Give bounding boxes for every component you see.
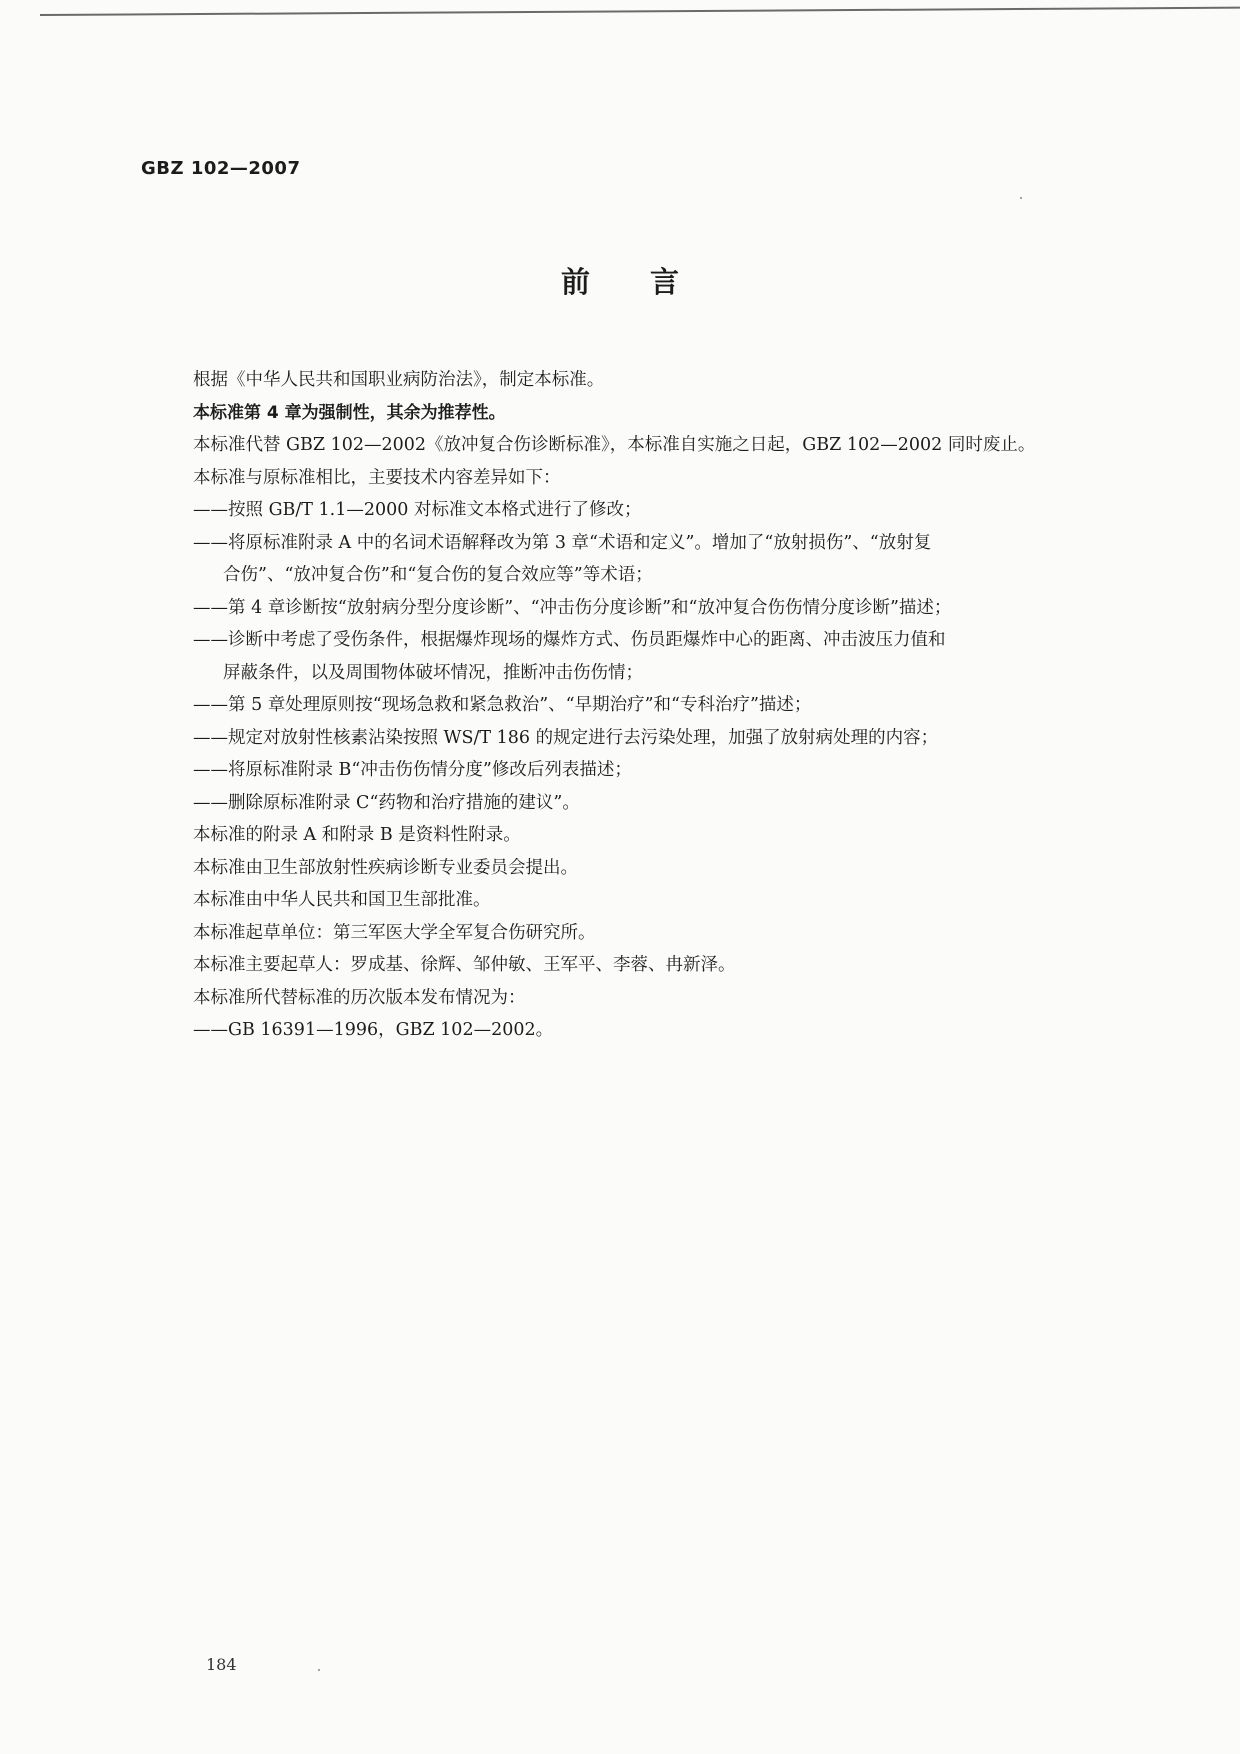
paragraph-differences-intro: 本标准与原标准相比，主要技术内容差异如下：	[193, 467, 561, 488]
paragraph-drafters: 本标准主要起草人：罗成基、徐辉、邹仲敏、王军平、李蓉、冉新泽。	[193, 955, 736, 975]
scan-speck	[1020, 197, 1022, 199]
paragraph-history-intro: 本标准所代替标准的历次版本发布情况为：	[193, 987, 526, 1008]
paragraph-replacement: 本标准代替 GBZ 102—2002《放冲复合伤诊断标准》，本标准自实施之日起，GBZ 102—2002 同时废止。	[193, 435, 1036, 455]
paragraph-history-versions: ——GB 16391—1996，GBZ 102—2002。	[193, 1020, 554, 1040]
page-number: 184	[206, 1655, 237, 1674]
list-item: ——规定对放射性核素沾染按照 WS/T 186 的规定进行去污染处理，加强了放射病处理的内容；	[193, 727, 939, 748]
list-item-continuation: 屏蔽条件，以及周围物体破坏情况，推断冲击伤伤情；	[223, 662, 643, 683]
scan-speck	[318, 1669, 320, 1671]
list-item: ——将原标准附录 A 中的名词术语解释改为第 3 章“术语和定义”。增加了“放射损伤”、“放射复	[193, 532, 932, 553]
list-item: ——第 4 章诊断按“放射病分型分度诊断”、“冲击伤分度诊断”和“放冲复合伤伤情分度诊断”描述；	[193, 597, 952, 618]
scan-top-edge-line	[40, 7, 1240, 16]
list-item: ——第 5 章处理原则按“现场急救和紧急救治”、“早期治疗”和“专科治疗”描述；	[193, 695, 812, 715]
paragraph-annexes: 本标准的附录 A 和附录 B 是资料性附录。	[193, 825, 521, 845]
page-title: 前言	[560, 265, 739, 299]
standard-code-header: GBZ 102—2007	[141, 158, 301, 179]
list-item: ——诊断中考虑了受伤条件，根据爆炸现场的爆炸方式、伤员距爆炸中心的距离、冲击波压力值和	[193, 630, 946, 650]
list-item: ——将原标准附录 B“冲击伤伤情分度”修改后列表描述；	[193, 760, 632, 780]
paragraph-approver: 本标准由中华人民共和国卫生部批准。	[193, 890, 491, 910]
paragraph-mandatory-clause: 本标准第 4 章为强制性，其余为推荐性。	[193, 402, 506, 423]
paragraph-proposer: 本标准由卫生部放射性疾病诊断专业委员会提出。	[193, 857, 578, 878]
paragraph-legal-basis: 根据《中华人民共和国职业病防治法》，制定本标准。	[193, 370, 605, 390]
list-item: ——按照 GB/T 1.1—2000 对标准文本格式进行了修改；	[193, 500, 642, 520]
difference-list	[193, 494, 1113, 819]
list-item-continuation: 合伤”、“放冲复合伤”和“复合伤的复合效应等”等术语；	[223, 565, 653, 585]
foreword-body	[193, 364, 1113, 1047]
paragraph-drafting-unit: 本标准起草单位：第三军医大学全军复合伤研究所。	[193, 922, 596, 943]
list-item: ——删除原标准附录 C“药物和治疗措施的建议”。	[193, 792, 580, 813]
